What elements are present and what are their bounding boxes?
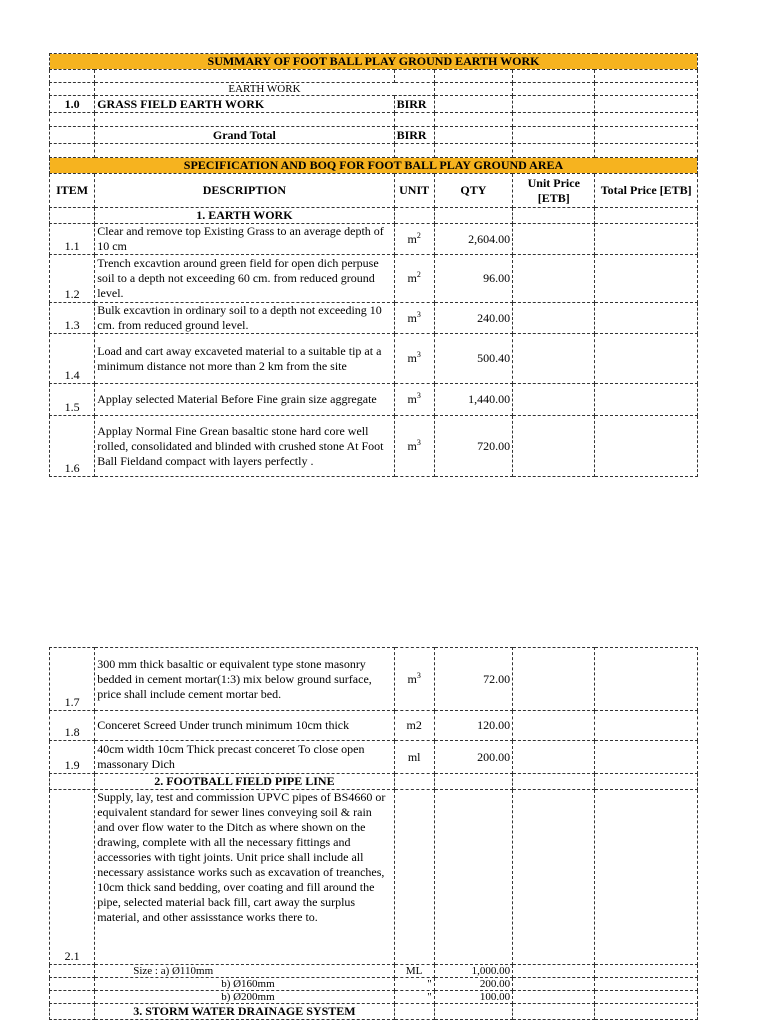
item-qty: 240.00 bbox=[434, 303, 512, 334]
item-number: 1.4 bbox=[50, 334, 95, 384]
item-unit-price bbox=[513, 711, 595, 741]
header-unit-price: Unit Price [ETB] bbox=[513, 174, 595, 208]
item-unit: $m^3$ bbox=[394, 303, 434, 334]
pipe-size-row bbox=[50, 965, 698, 978]
continued-boq-table bbox=[49, 647, 698, 1020]
boq-item-row bbox=[50, 416, 698, 477]
item-unit: $m^3$ bbox=[394, 416, 434, 477]
grand-total-label: Grand Total bbox=[95, 127, 394, 144]
earth-work-items bbox=[50, 224, 698, 477]
boq-item-row bbox=[50, 303, 698, 334]
item-number: 1.2 bbox=[50, 255, 95, 303]
item-description: Trench excavtion around green field for open dich perpuse soil to a depth not exceeding 60 cm. from reduced ground level. bbox=[95, 255, 394, 303]
unit-exponent: 3 bbox=[416, 391, 421, 400]
pipe-size-row bbox=[50, 978, 698, 991]
boq-item-row bbox=[50, 224, 698, 255]
item-number: 1.5 bbox=[50, 384, 95, 416]
item-unit-price bbox=[513, 384, 595, 416]
item-unit: $m^2$ bbox=[394, 255, 434, 303]
header-total-price: Total Price [ETB] bbox=[595, 174, 698, 208]
pipe-size-label: b) Ø200mm bbox=[95, 991, 394, 1004]
item-qty: 96.00 bbox=[434, 255, 512, 303]
item-description: Applay selected Material Before Fine grain size aggregate bbox=[95, 384, 394, 416]
item-number bbox=[50, 991, 95, 1004]
item-unit: m2 bbox=[394, 711, 434, 741]
item-number: 1.9 bbox=[50, 741, 95, 774]
spec-title: SPECIFICATION AND BOQ FOR FOOT BALL PLAY GROUND AREA bbox=[50, 158, 698, 174]
item-qty: 720.00 bbox=[434, 416, 512, 477]
section-storm-water: 3. STORM WATER DRAINAGE SYSTEM bbox=[95, 1004, 394, 1020]
unit-exponent: 3 bbox=[416, 350, 421, 359]
pipe-size-qty: 1,000.00 bbox=[434, 965, 512, 978]
unit-exponent: 2 bbox=[416, 230, 421, 240]
pipe-size-rows bbox=[50, 965, 698, 1004]
item-qty: 2,604.00 bbox=[434, 224, 512, 255]
boq-item-row bbox=[50, 648, 698, 711]
unit-exponent: 2 bbox=[416, 270, 421, 279]
item-unit-price bbox=[513, 303, 595, 334]
item-unit: $m^2$ bbox=[394, 224, 434, 255]
item-total-price bbox=[595, 255, 698, 303]
item-number: 1.7 bbox=[50, 648, 95, 711]
item-unit-price bbox=[513, 255, 595, 303]
item-number: 1.3 bbox=[50, 303, 95, 334]
item-number: 1.1 bbox=[50, 224, 95, 255]
section-pipe-line: 2. FOOTBALL FIELD PIPE LINE bbox=[95, 774, 394, 790]
summary-item-unit: BIRR bbox=[394, 96, 434, 113]
item-total-price bbox=[595, 711, 698, 741]
item-description: Applay Normal Fine Grean basaltic stone hard core well rolled, consolidated and blinded with crushed stone At Foot Ball Fieldand compact with layers perfectly . bbox=[95, 416, 394, 477]
header-unit: UNIT bbox=[394, 174, 434, 208]
item-number: 1.6 bbox=[50, 416, 95, 477]
item-qty: 120.00 bbox=[434, 711, 512, 741]
summary-title: SUMMARY OF FOOT BALL PLAY GROUND EARTH WORK bbox=[50, 54, 698, 70]
item-unit: $m^3$ bbox=[394, 648, 434, 711]
boq-item-row bbox=[50, 741, 698, 774]
header-item: ITEM bbox=[50, 174, 95, 208]
item-total-price bbox=[595, 991, 698, 1004]
item-unit-price bbox=[513, 224, 595, 255]
pipe-size-label: b) Ø160mm bbox=[95, 978, 394, 991]
item-number bbox=[50, 965, 95, 978]
pipe-size-row bbox=[50, 991, 698, 1004]
item-number: 1.8 bbox=[50, 711, 95, 741]
item-description: 300 mm thick basaltic or equivalent type stone masonry bedded in cement mortar(1:3) mix below ground surface, price shall include cement mortar bed. bbox=[95, 648, 394, 711]
item-unit: $m^3$ bbox=[394, 384, 434, 416]
item-total-price bbox=[595, 965, 698, 978]
item-unit-price bbox=[513, 648, 595, 711]
item-total-price bbox=[595, 334, 698, 384]
unit-exponent: 3 bbox=[416, 437, 421, 447]
pipe-size-unit: " bbox=[394, 991, 434, 1004]
item-description: Clear and remove top Existing Grass to an average depth of 10 cm bbox=[95, 224, 394, 255]
summary-boq-table bbox=[49, 53, 698, 477]
item-qty: 72.00 bbox=[434, 648, 512, 711]
earth-work-label: EARTH WORK bbox=[95, 83, 435, 96]
pipe-size-qty: 200.00 bbox=[434, 978, 512, 991]
item-qty: 200.00 bbox=[434, 741, 512, 774]
item-total-price bbox=[595, 384, 698, 416]
boq-item-row bbox=[50, 711, 698, 741]
header-description: DESCRIPTION bbox=[95, 174, 394, 208]
item-description: 40cm width 10cm Thick precast conceret To close open massonary Dich bbox=[95, 741, 394, 774]
header-qty: QTY bbox=[434, 174, 512, 208]
item-total-price bbox=[595, 224, 698, 255]
earth-work-items-continued bbox=[50, 648, 698, 774]
item-unit-price bbox=[513, 965, 595, 978]
item-total-price bbox=[595, 648, 698, 711]
item-total-price bbox=[595, 978, 698, 991]
item-description: Supply, lay, test and commission UPVC pipes of BS4660 or equivalent standard for sewer lines conveying soil & rain and over flow water to the Ditch as where shown on the drawing, complete with all the necessary fittings and accessories with tight joints. Unit price shall include all necessary assistance works such as excavation of treanches, 10cm thick sand bedding, over coating and fill around the pipe, selected material back fill, cart away the surplus material, and other assisstance works there to. bbox=[95, 790, 394, 965]
boq-item-row bbox=[50, 334, 698, 384]
item-description: Load and cart away excaveted material to a suitable tip at a minimum distance not more than 2 km from the site bbox=[95, 334, 394, 384]
unit-exponent: 3 bbox=[416, 309, 421, 319]
pipe-size-unit: ML bbox=[394, 965, 434, 978]
item-total-price bbox=[595, 416, 698, 477]
item-total-price bbox=[595, 741, 698, 774]
pipe-size-qty: 100.00 bbox=[434, 991, 512, 1004]
item-number bbox=[50, 978, 95, 991]
item-qty: 500.40 bbox=[434, 334, 512, 384]
item-unit-price bbox=[513, 334, 595, 384]
section-earth-work: 1. EARTH WORK bbox=[95, 208, 394, 224]
boq-item-row bbox=[50, 255, 698, 303]
item-total-price bbox=[595, 303, 698, 334]
item-description: Conceret Screed Under trunch minimum 10cm thick bbox=[95, 711, 394, 741]
grand-total-unit: BIRR bbox=[394, 127, 434, 144]
pipe-size-label: Size : a) Ø110mm bbox=[95, 965, 394, 978]
summary-item-number: 1.0 bbox=[50, 96, 95, 113]
item-unit-price bbox=[513, 416, 595, 477]
item-unit: $m^3$ bbox=[394, 334, 434, 384]
boq-item-row bbox=[50, 384, 698, 416]
pipe-size-unit: " bbox=[394, 978, 434, 991]
summary-item-description: GRASS FIELD EARTH WORK bbox=[95, 96, 394, 113]
item-description: Bulk excavtion in ordinary soil to a depth not exceeding 10 cm. from reduced ground level. bbox=[95, 303, 394, 334]
item-unit: ml bbox=[394, 741, 434, 774]
item-unit-price bbox=[513, 991, 595, 1004]
item-unit-price bbox=[513, 978, 595, 991]
item-unit-price bbox=[513, 741, 595, 774]
item-qty: 1,440.00 bbox=[434, 384, 512, 416]
unit-exponent: 3 bbox=[416, 670, 421, 680]
item-number: 2.1 bbox=[50, 790, 95, 965]
